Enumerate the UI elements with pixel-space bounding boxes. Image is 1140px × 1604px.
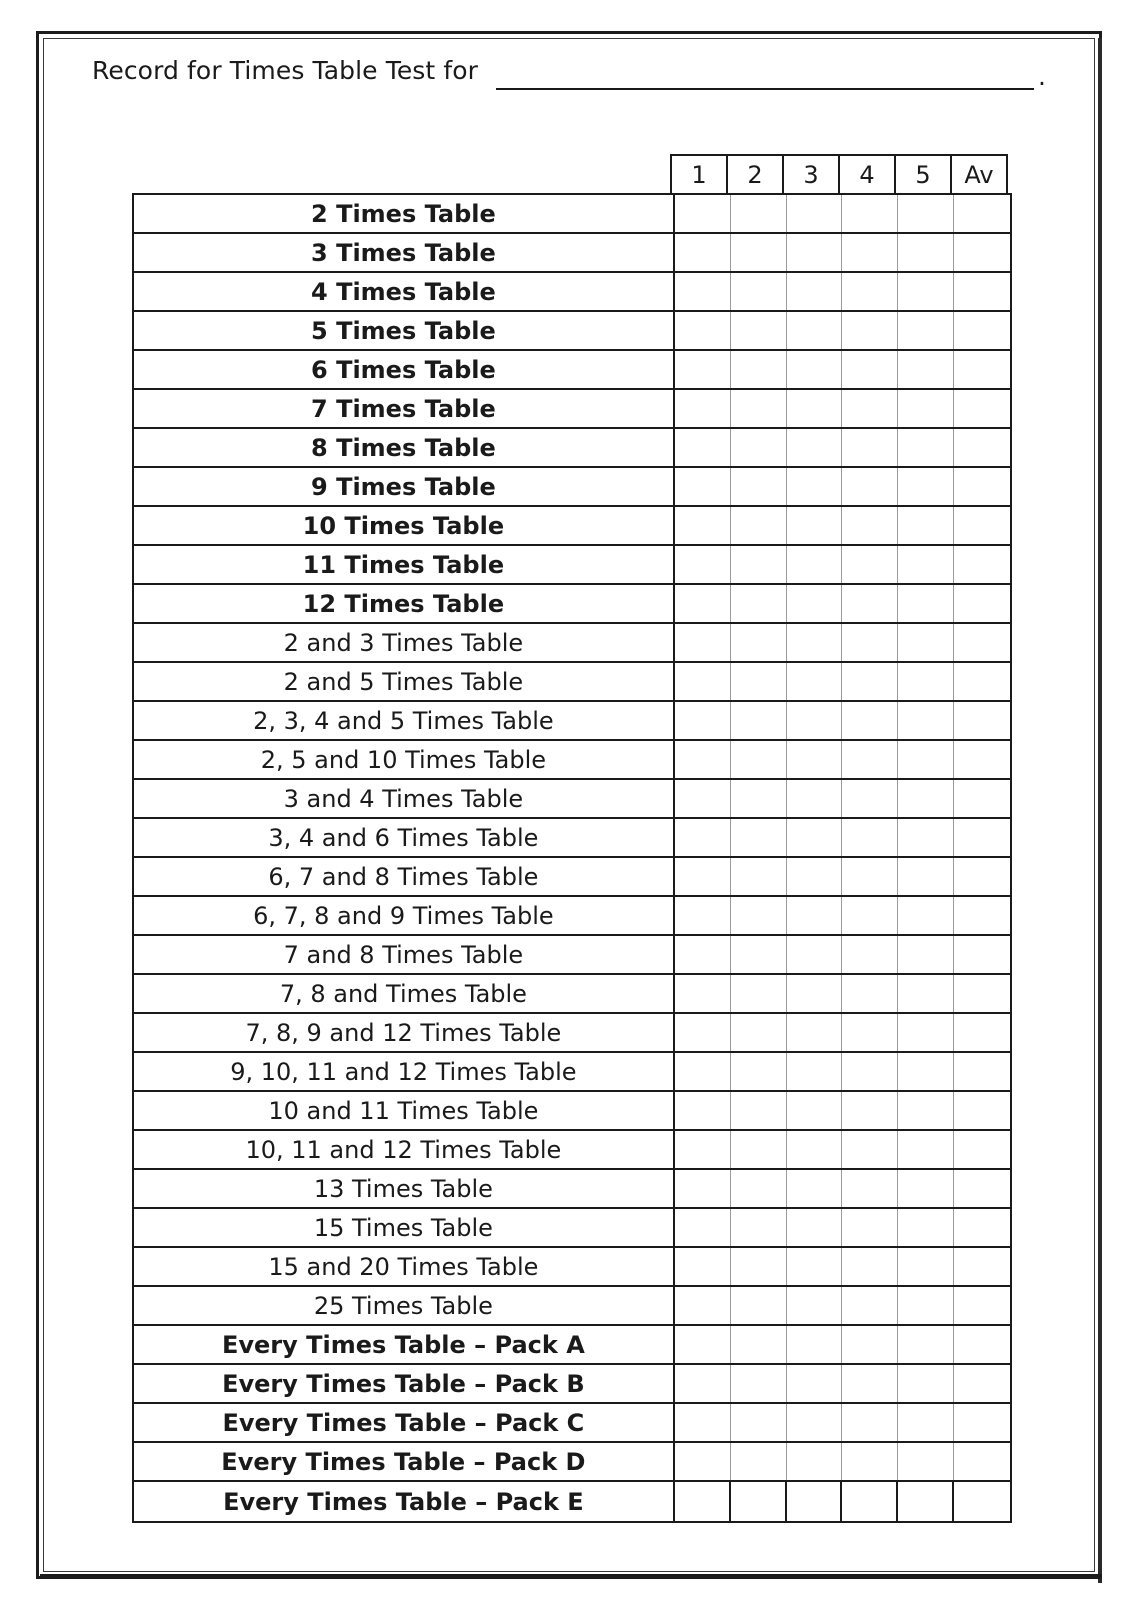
score-cell-3[interactable]: [787, 1209, 843, 1246]
score-cell-av[interactable]: [954, 546, 1010, 583]
score-cell-4[interactable]: [842, 1014, 898, 1051]
table-row: [134, 936, 1010, 975]
score-cell-av[interactable]: [954, 663, 1010, 700]
score-cell-5[interactable]: [898, 1404, 954, 1441]
score-cell-4[interactable]: [842, 975, 898, 1012]
score-cell-1[interactable]: [675, 1365, 731, 1402]
page-border-shadow-right: [1098, 38, 1102, 1583]
score-cell-4[interactable]: [842, 273, 898, 310]
score-cell-5[interactable]: [898, 1053, 954, 1090]
score-cell-2[interactable]: [731, 1092, 787, 1129]
score-cell-2[interactable]: [731, 975, 787, 1012]
score-cell-3[interactable]: [787, 1482, 843, 1521]
score-cell-5[interactable]: [898, 1014, 954, 1051]
score-cell-2[interactable]: [731, 663, 787, 700]
score-cell-2[interactable]: [731, 1014, 787, 1051]
score-cell-3[interactable]: [787, 1131, 843, 1168]
score-cell-3[interactable]: [787, 897, 843, 934]
row-label: 5 Times Table: [134, 312, 675, 349]
score-cell-5[interactable]: [898, 1287, 954, 1324]
score-cell-4[interactable]: [842, 351, 898, 388]
table-row: [134, 1443, 1010, 1482]
row-label: 4 Times Table: [134, 273, 675, 310]
score-cell-2[interactable]: [731, 936, 787, 973]
row-label: 6 Times Table: [134, 351, 675, 388]
score-cell-5[interactable]: [898, 1248, 954, 1285]
score-cell-5[interactable]: [898, 1131, 954, 1168]
score-cell-av[interactable]: [954, 1482, 1010, 1521]
score-cell-av[interactable]: [954, 1209, 1010, 1246]
score-cell-4[interactable]: [842, 741, 898, 778]
name-blank-line[interactable]: [496, 88, 1034, 90]
score-cell-5[interactable]: [898, 312, 954, 349]
score-cell-av[interactable]: [954, 1014, 1010, 1051]
score-cell-4[interactable]: [842, 1365, 898, 1402]
row-label: 3 and 4 Times Table: [134, 780, 675, 817]
score-cell-av[interactable]: [954, 1404, 1010, 1441]
score-cell-1[interactable]: [675, 507, 731, 544]
score-cell-3[interactable]: [787, 585, 843, 622]
score-cell-1[interactable]: [675, 351, 731, 388]
score-cell-2[interactable]: [731, 234, 787, 271]
table-row: [134, 312, 1010, 351]
row-label: 2, 5 and 10 Times Table: [134, 741, 675, 778]
row-label: 15 and 20 Times Table: [134, 1248, 675, 1285]
score-cell-1[interactable]: [675, 429, 731, 466]
score-cell-1[interactable]: [675, 390, 731, 427]
score-cell-av[interactable]: [954, 1326, 1010, 1363]
score-cell-av[interactable]: [954, 429, 1010, 466]
row-label: 15 Times Table: [134, 1209, 675, 1246]
score-cell-5[interactable]: [898, 819, 954, 856]
score-cell-4[interactable]: [842, 312, 898, 349]
score-cell-1[interactable]: [675, 1326, 731, 1363]
score-cell-1[interactable]: [675, 897, 731, 934]
score-cell-3[interactable]: [787, 858, 843, 895]
score-cell-av[interactable]: [954, 936, 1010, 973]
score-cell-4[interactable]: [842, 429, 898, 466]
score-cell-2[interactable]: [731, 1248, 787, 1285]
row-label: 11 Times Table: [134, 546, 675, 583]
score-cell-1[interactable]: [675, 1209, 731, 1246]
score-cell-2[interactable]: [731, 1053, 787, 1090]
table-row: [134, 858, 1010, 897]
score-cell-1[interactable]: [675, 195, 731, 232]
column-header-1: 1: [670, 154, 728, 193]
score-cell-2[interactable]: [731, 624, 787, 661]
row-label: 3, 4 and 6 Times Table: [134, 819, 675, 856]
row-label: 13 Times Table: [134, 1170, 675, 1207]
score-cell-4[interactable]: [842, 624, 898, 661]
score-cell-av[interactable]: [954, 1053, 1010, 1090]
score-cell-5[interactable]: [898, 741, 954, 778]
score-cell-2[interactable]: [731, 468, 787, 505]
score-cell-5[interactable]: [898, 975, 954, 1012]
score-cell-1[interactable]: [675, 936, 731, 973]
score-cell-1[interactable]: [675, 468, 731, 505]
score-cell-2[interactable]: [731, 1443, 787, 1480]
score-cell-4[interactable]: [842, 1209, 898, 1246]
score-cell-3[interactable]: [787, 936, 843, 973]
row-label: 7 and 8 Times Table: [134, 936, 675, 973]
score-cell-5[interactable]: [898, 1443, 954, 1480]
score-cell-av[interactable]: [954, 390, 1010, 427]
score-cell-av[interactable]: [954, 819, 1010, 856]
score-cell-3[interactable]: [787, 312, 843, 349]
row-label: 9, 10, 11 and 12 Times Table: [134, 1053, 675, 1090]
score-cell-2[interactable]: [731, 1209, 787, 1246]
score-cell-2[interactable]: [731, 1170, 787, 1207]
score-cell-av[interactable]: [954, 351, 1010, 388]
score-cell-av[interactable]: [954, 468, 1010, 505]
score-cell-5[interactable]: [898, 1482, 954, 1521]
score-cell-5[interactable]: [898, 858, 954, 895]
row-label: 6, 7 and 8 Times Table: [134, 858, 675, 895]
score-cell-1[interactable]: [675, 1014, 731, 1051]
score-cell-4[interactable]: [842, 1482, 898, 1521]
score-cell-2[interactable]: [731, 546, 787, 583]
row-label: 6, 7, 8 and 9 Times Table: [134, 897, 675, 934]
score-cell-3[interactable]: [787, 975, 843, 1012]
page-title: Record for Times Table Test for: [92, 56, 479, 85]
score-cell-2[interactable]: [731, 195, 787, 232]
score-cell-av[interactable]: [954, 1170, 1010, 1207]
score-cell-5[interactable]: [898, 1326, 954, 1363]
score-cell-4[interactable]: [842, 819, 898, 856]
row-label: 7, 8 and Times Table: [134, 975, 675, 1012]
table-row: [134, 1131, 1010, 1170]
score-cell-av[interactable]: [954, 195, 1010, 232]
score-cell-3[interactable]: [787, 468, 843, 505]
score-cell-4[interactable]: [842, 546, 898, 583]
score-cell-1[interactable]: [675, 1170, 731, 1207]
score-cell-3[interactable]: [787, 273, 843, 310]
score-cell-5[interactable]: [898, 273, 954, 310]
table-row: [134, 780, 1010, 819]
score-cell-1[interactable]: [675, 702, 731, 739]
score-cell-1[interactable]: [675, 975, 731, 1012]
score-cell-av[interactable]: [954, 507, 1010, 544]
page-border-shadow-bottom: [40, 1574, 1102, 1579]
score-cell-4[interactable]: [842, 1170, 898, 1207]
score-cell-4[interactable]: [842, 1326, 898, 1363]
table-row: [134, 1404, 1010, 1443]
table-row: [134, 1287, 1010, 1326]
score-cell-av[interactable]: [954, 273, 1010, 310]
score-cell-1[interactable]: [675, 780, 731, 817]
score-cell-1[interactable]: [675, 858, 731, 895]
score-cell-3[interactable]: [787, 507, 843, 544]
row-label: 10 and 11 Times Table: [134, 1092, 675, 1129]
score-cell-5[interactable]: [898, 663, 954, 700]
table-row: [134, 1482, 1010, 1521]
row-label: 10, 11 and 12 Times Table: [134, 1131, 675, 1168]
score-cell-3[interactable]: [787, 1365, 843, 1402]
score-cell-av[interactable]: [954, 780, 1010, 817]
score-cell-av[interactable]: [954, 1131, 1010, 1168]
score-cell-av[interactable]: [954, 1365, 1010, 1402]
score-cell-4[interactable]: [842, 702, 898, 739]
score-cell-4[interactable]: [842, 1053, 898, 1090]
record-table: [132, 193, 1012, 1523]
score-cell-5[interactable]: [898, 1092, 954, 1129]
score-cell-av[interactable]: [954, 1443, 1010, 1480]
score-cell-av[interactable]: [954, 1287, 1010, 1324]
table-row: [134, 429, 1010, 468]
table-row: [134, 1365, 1010, 1404]
score-cell-1[interactable]: [675, 1482, 731, 1521]
score-cell-5[interactable]: [898, 780, 954, 817]
row-label: Every Times Table – Pack D: [134, 1443, 675, 1480]
score-cell-av[interactable]: [954, 897, 1010, 934]
table-row: [134, 1326, 1010, 1365]
score-cell-3[interactable]: [787, 1248, 843, 1285]
score-cell-5[interactable]: [898, 702, 954, 739]
score-cell-4[interactable]: [842, 585, 898, 622]
table-row: [134, 234, 1010, 273]
table-row: [134, 273, 1010, 312]
score-cell-5[interactable]: [898, 546, 954, 583]
title-period: .: [1038, 62, 1046, 91]
score-cell-5[interactable]: [898, 585, 954, 622]
row-label: Every Times Table – Pack A: [134, 1326, 675, 1363]
score-cell-4[interactable]: [842, 1404, 898, 1441]
score-cell-1[interactable]: [675, 273, 731, 310]
score-cell-3[interactable]: [787, 1287, 843, 1324]
score-cell-1[interactable]: [675, 1248, 731, 1285]
score-cell-2[interactable]: [731, 273, 787, 310]
score-cell-3[interactable]: [787, 351, 843, 388]
score-cell-1[interactable]: [675, 1131, 731, 1168]
row-label: 2, 3, 4 and 5 Times Table: [134, 702, 675, 739]
score-cell-4[interactable]: [842, 858, 898, 895]
score-cell-5[interactable]: [898, 624, 954, 661]
score-cell-1[interactable]: [675, 741, 731, 778]
score-cell-3[interactable]: [787, 390, 843, 427]
score-cell-av[interactable]: [954, 1092, 1010, 1129]
table-row: [134, 1248, 1010, 1287]
score-cell-1[interactable]: [675, 312, 731, 349]
score-cell-2[interactable]: [731, 1482, 787, 1521]
score-cell-av[interactable]: [954, 234, 1010, 271]
score-cell-3[interactable]: [787, 741, 843, 778]
score-cell-4[interactable]: [842, 936, 898, 973]
score-cell-1[interactable]: [675, 663, 731, 700]
table-row: [134, 507, 1010, 546]
score-cell-1[interactable]: [675, 1287, 731, 1324]
score-cell-4[interactable]: [842, 897, 898, 934]
score-cell-1[interactable]: [675, 234, 731, 271]
score-cell-3[interactable]: [787, 780, 843, 817]
score-cell-4[interactable]: [842, 468, 898, 505]
score-cell-3[interactable]: [787, 819, 843, 856]
score-cell-4[interactable]: [842, 507, 898, 544]
score-cell-3[interactable]: [787, 234, 843, 271]
table-row: [134, 741, 1010, 780]
score-cell-2[interactable]: [731, 1326, 787, 1363]
table-row: [134, 546, 1010, 585]
score-cell-av[interactable]: [954, 624, 1010, 661]
score-cell-5[interactable]: [898, 429, 954, 466]
score-cell-1[interactable]: [675, 819, 731, 856]
table-row: [134, 351, 1010, 390]
table-row: [134, 624, 1010, 663]
score-cell-av[interactable]: [954, 741, 1010, 778]
table-row: [134, 819, 1010, 858]
table-row: [134, 1053, 1010, 1092]
score-cell-4[interactable]: [842, 780, 898, 817]
score-cell-2[interactable]: [731, 897, 787, 934]
score-cell-1[interactable]: [675, 624, 731, 661]
table-row: [134, 1209, 1010, 1248]
column-header-3: 3: [784, 154, 840, 193]
row-label: Every Times Table – Pack B: [134, 1365, 675, 1402]
table-row: [134, 585, 1010, 624]
score-cell-2[interactable]: [731, 780, 787, 817]
row-label: 10 Times Table: [134, 507, 675, 544]
score-cell-av[interactable]: [954, 1248, 1010, 1285]
score-cell-4[interactable]: [842, 1092, 898, 1129]
score-cell-3[interactable]: [787, 429, 843, 466]
score-cell-av[interactable]: [954, 585, 1010, 622]
table-row: [134, 702, 1010, 741]
score-cell-3[interactable]: [787, 1092, 843, 1129]
score-cell-3[interactable]: [787, 1404, 843, 1441]
score-cell-5[interactable]: [898, 1365, 954, 1402]
row-label: 7 Times Table: [134, 390, 675, 427]
score-cell-5[interactable]: [898, 897, 954, 934]
row-label: 2 and 3 Times Table: [134, 624, 675, 661]
score-cell-2[interactable]: [731, 1365, 787, 1402]
score-cell-4[interactable]: [842, 1248, 898, 1285]
score-cell-3[interactable]: [787, 1170, 843, 1207]
score-cell-2[interactable]: [731, 702, 787, 739]
score-cell-5[interactable]: [898, 936, 954, 973]
table-row: [134, 897, 1010, 936]
score-cell-2[interactable]: [731, 585, 787, 622]
score-cell-2[interactable]: [731, 351, 787, 388]
column-header-4: 4: [840, 154, 896, 193]
score-cell-4[interactable]: [842, 390, 898, 427]
score-cell-4[interactable]: [842, 195, 898, 232]
score-cell-3[interactable]: [787, 702, 843, 739]
row-label: 8 Times Table: [134, 429, 675, 466]
table-row: [134, 663, 1010, 702]
score-cell-av[interactable]: [954, 975, 1010, 1012]
score-cell-1[interactable]: [675, 1092, 731, 1129]
table-row: [134, 1014, 1010, 1053]
row-label: 7, 8, 9 and 12 Times Table: [134, 1014, 675, 1051]
table-row: [134, 1170, 1010, 1209]
row-label: Every Times Table – Pack E: [134, 1482, 675, 1521]
score-cell-2[interactable]: [731, 1287, 787, 1324]
score-cell-3[interactable]: [787, 195, 843, 232]
score-cell-2[interactable]: [731, 390, 787, 427]
column-header-5: 5: [896, 154, 952, 193]
score-cell-av[interactable]: [954, 858, 1010, 895]
row-label: 3 Times Table: [134, 234, 675, 271]
row-label: 12 Times Table: [134, 585, 675, 622]
score-cell-5[interactable]: [898, 195, 954, 232]
score-cell-1[interactable]: [675, 585, 731, 622]
table-row: [134, 195, 1010, 234]
score-cell-5[interactable]: [898, 351, 954, 388]
row-label: 2 and 5 Times Table: [134, 663, 675, 700]
score-cell-1[interactable]: [675, 546, 731, 583]
score-cell-4[interactable]: [842, 234, 898, 271]
score-cell-1[interactable]: [675, 1053, 731, 1090]
table-row: [134, 975, 1010, 1014]
score-cell-av[interactable]: [954, 702, 1010, 739]
score-cell-5[interactable]: [898, 1170, 954, 1207]
score-cell-5[interactable]: [898, 234, 954, 271]
score-cell-5[interactable]: [898, 1209, 954, 1246]
score-cell-2[interactable]: [731, 741, 787, 778]
column-header-av: Av: [952, 154, 1008, 193]
table-row: [134, 468, 1010, 507]
score-cell-2[interactable]: [731, 1131, 787, 1168]
score-cell-1[interactable]: [675, 1443, 731, 1480]
row-label: 9 Times Table: [134, 468, 675, 505]
row-label: 2 Times Table: [134, 195, 675, 232]
table-row: [134, 390, 1010, 429]
score-cell-3[interactable]: [787, 663, 843, 700]
score-cell-5[interactable]: [898, 468, 954, 505]
score-cell-3[interactable]: [787, 624, 843, 661]
score-cell-3[interactable]: [787, 1014, 843, 1051]
score-cell-3[interactable]: [787, 1443, 843, 1480]
score-cell-3[interactable]: [787, 1326, 843, 1363]
score-cell-4[interactable]: [842, 1131, 898, 1168]
score-cell-av[interactable]: [954, 312, 1010, 349]
score-cell-2[interactable]: [731, 429, 787, 466]
score-cell-5[interactable]: [898, 507, 954, 544]
score-cell-3[interactable]: [787, 1053, 843, 1090]
score-cell-2[interactable]: [731, 819, 787, 856]
score-cell-1[interactable]: [675, 1404, 731, 1441]
score-cell-3[interactable]: [787, 546, 843, 583]
score-cell-4[interactable]: [842, 1287, 898, 1324]
score-cell-2[interactable]: [731, 858, 787, 895]
score-cell-2[interactable]: [731, 1404, 787, 1441]
row-label: Every Times Table – Pack C: [134, 1404, 675, 1441]
score-cell-4[interactable]: [842, 1443, 898, 1480]
row-label: 25 Times Table: [134, 1287, 675, 1324]
column-header-2: 2: [728, 154, 784, 193]
score-cell-2[interactable]: [731, 312, 787, 349]
score-cell-2[interactable]: [731, 507, 787, 544]
score-cell-5[interactable]: [898, 390, 954, 427]
table-row: [134, 1092, 1010, 1131]
score-cell-4[interactable]: [842, 663, 898, 700]
